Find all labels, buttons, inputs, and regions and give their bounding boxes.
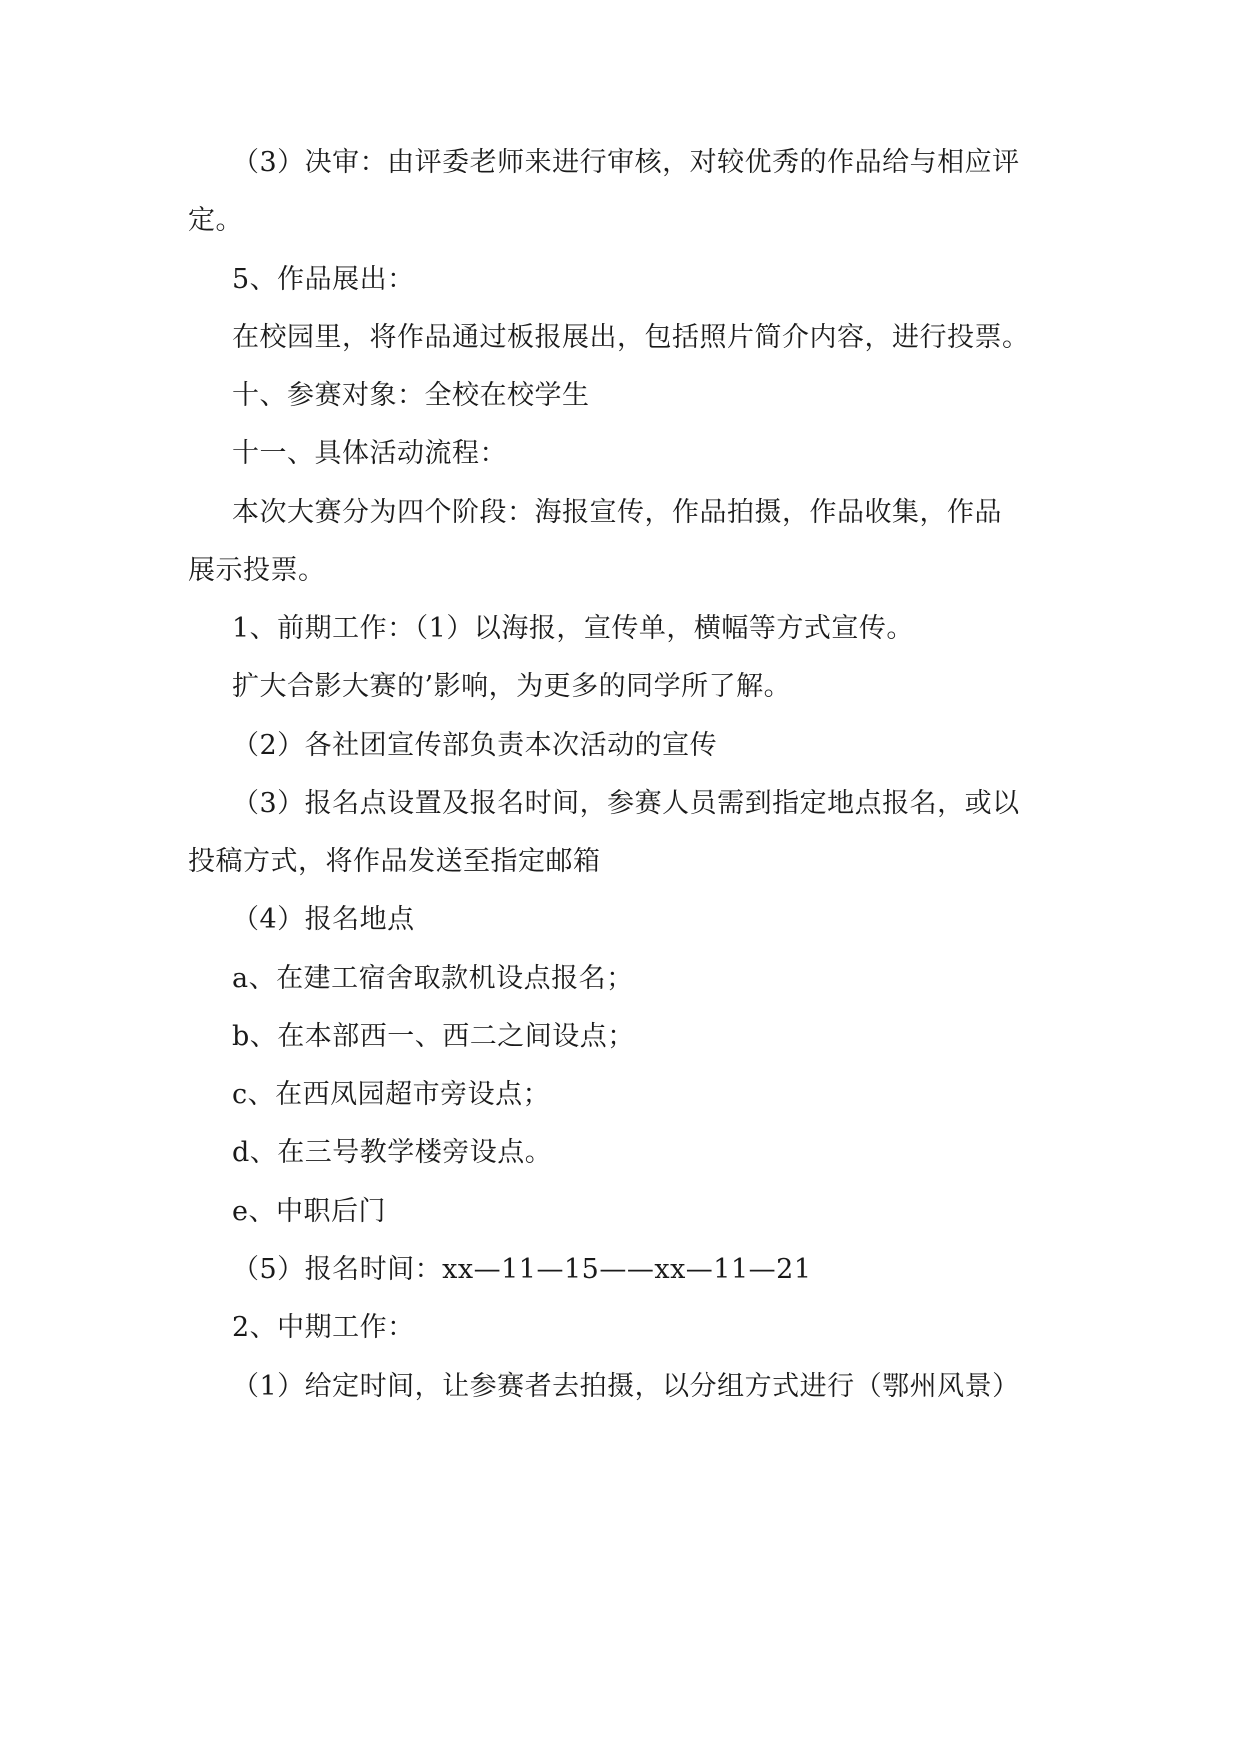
paragraph-line: （3）决审：由评委老师来进行审核，对较优秀的作品给与相应评: [232, 147, 1020, 178]
section-heading: 5、作品展出：: [232, 264, 415, 295]
list-item: c、在西凤园超市旁设点；: [232, 1079, 551, 1110]
paragraph-line: 本次大赛分为四个阶段：海报宣传，作品拍摄，作品收集，作品: [232, 497, 1002, 528]
paragraph-line: （4）报名地点: [232, 904, 415, 935]
paragraph-line: 展示投票。: [188, 555, 326, 586]
list-item: b、在本部西一、西二之间设点；: [232, 1021, 635, 1052]
list-item: e、中职后门: [232, 1196, 386, 1227]
paragraph-line: （3）报名点设置及报名时间，参赛人员需到指定地点报名，或以: [232, 788, 1020, 819]
list-item: a、在建工宿舍取款机设点报名；: [232, 963, 634, 994]
section-heading: 十一、具体活动流程：: [232, 438, 507, 469]
paragraph-line: 1、前期工作：（1）以海报，宣传单，横幅等方式宣传。: [232, 613, 914, 644]
paragraph-line: （2）各社团宣传部负责本次活动的宣传: [232, 730, 718, 761]
paragraph-line: （5）报名时间：xx—11—15——xx—11—21: [232, 1254, 812, 1285]
paragraph-line: 定。: [188, 205, 243, 236]
paragraph-line: （1）给定时间，让参赛者去拍摄，以分组方式进行（鄂州风景）: [232, 1371, 1020, 1402]
paragraph-line: 扩大合影大赛的’影响，为更多的同学所了解。: [232, 671, 792, 702]
section-heading: 十、参赛对象：全校在校学生: [232, 380, 590, 411]
paragraph-line: 在校园里，将作品通过板报展出，包括照片简介内容，进行投票。: [232, 322, 1030, 353]
section-heading: 2、中期工作：: [232, 1312, 415, 1343]
list-item: d、在三号教学楼旁设点。: [232, 1137, 553, 1168]
paragraph-line: 投稿方式，将作品发送至指定邮箱: [188, 846, 601, 877]
